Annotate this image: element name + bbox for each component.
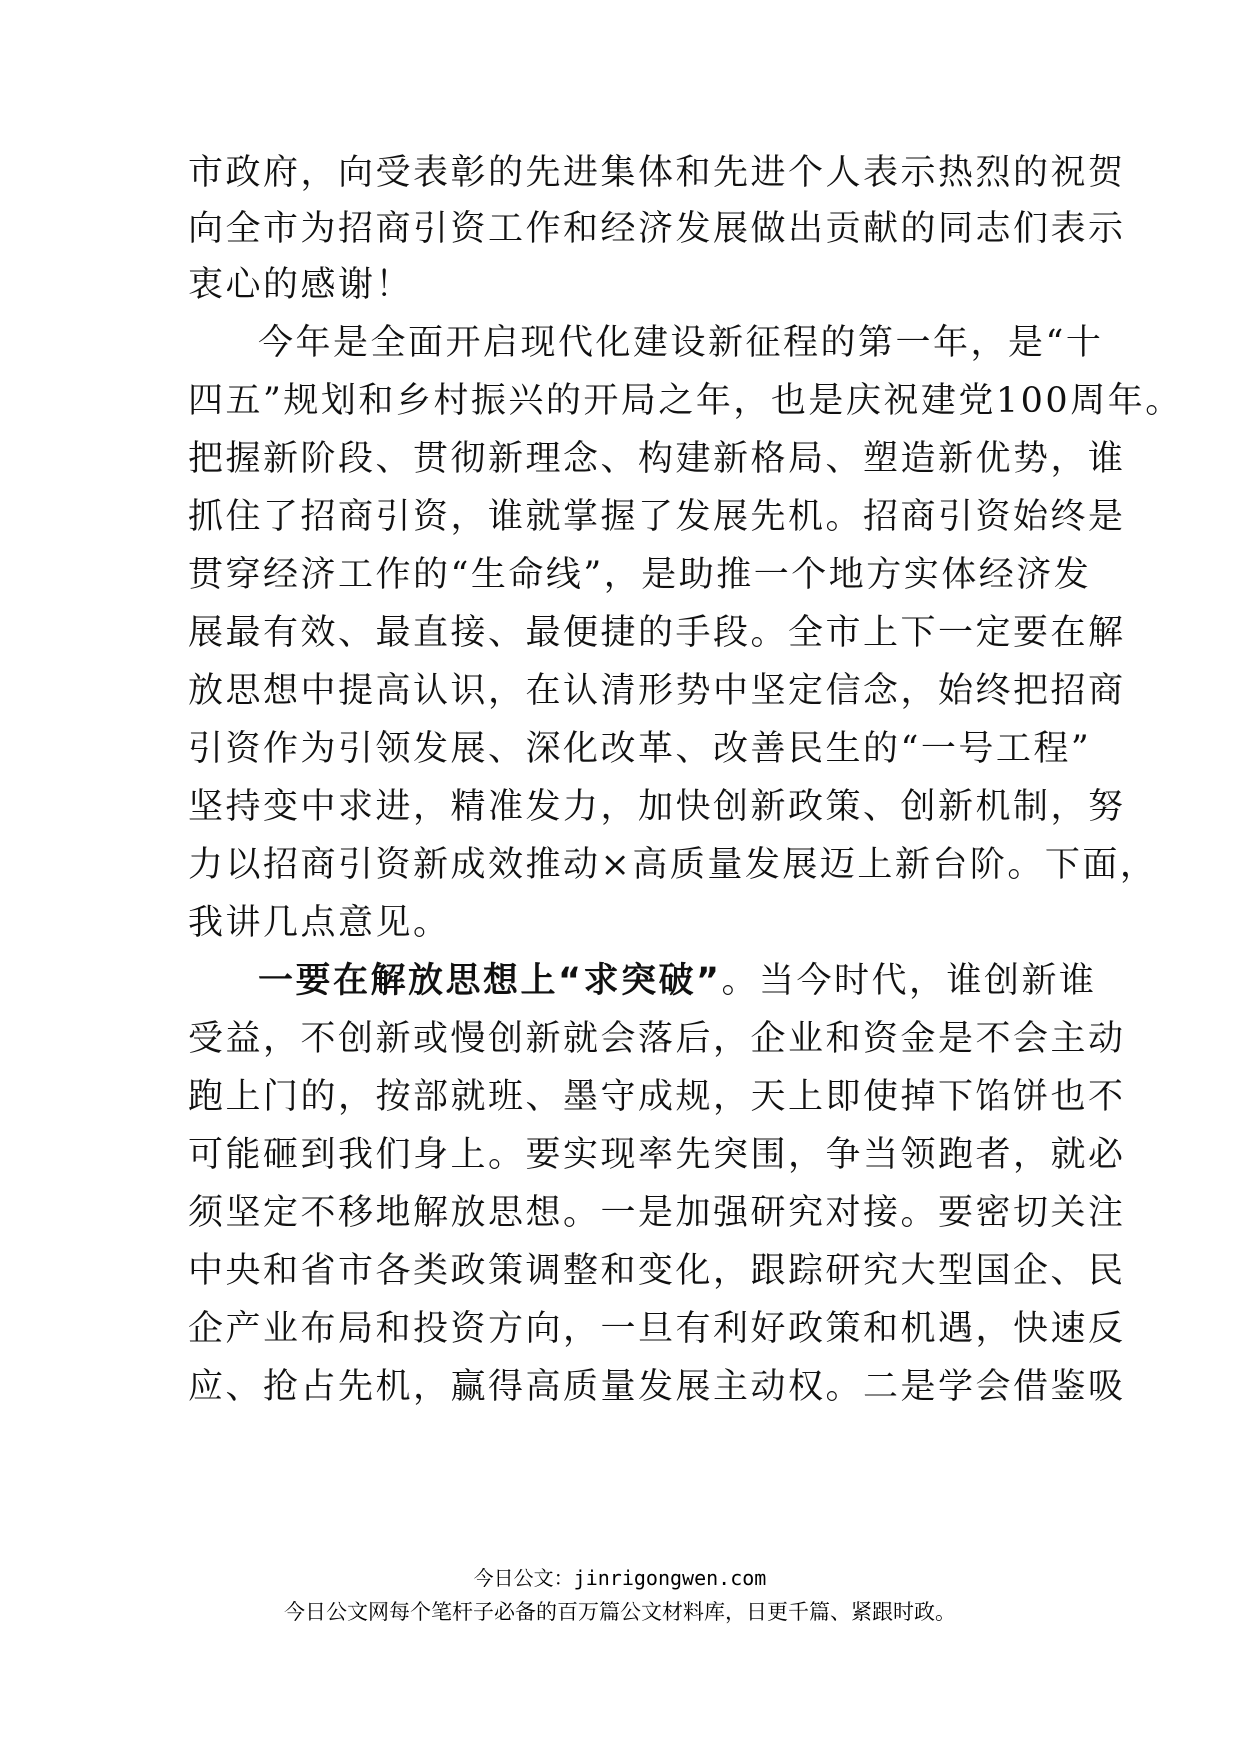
text-line: 跑上门的，按部就班、墨守成规，天上即使掉下馅饼也不 bbox=[188, 1077, 1126, 1117]
text-line: 应、抢占先机，赢得高质量发展主动权。二是学会借鉴吸 bbox=[188, 1367, 1126, 1407]
text-line: 四五”规划和乡村振兴的开局之年，也是庆祝建党100周年。 bbox=[188, 381, 1183, 421]
footer-source-link[interactable]: jinrigongwen.com bbox=[573, 1566, 767, 1590]
text-line: 可能砸到我们身上。要实现率先突围，争当领跑者，就必 bbox=[188, 1135, 1126, 1175]
text-line: 市政府，向受表彰的先进集体和先进个人表示热烈的祝贺 bbox=[188, 153, 1126, 193]
text-line: 中央和省市各类政策调整和变化，跟踪研究大型国企、民 bbox=[188, 1251, 1126, 1291]
text-line bbox=[258, 958, 1097, 1004]
text-segment: 。当今时代，谁创新谁 bbox=[721, 961, 1097, 1001]
text-line: 坚持变中求进，精准发力，加快创新政策、创新机制，努 bbox=[188, 787, 1126, 827]
text-line: 受益，不创新或慢创新就会落后，企业和资金是不会主动 bbox=[188, 1019, 1126, 1059]
text-line: 力以招商引资新成效推动×高质量发展迈上新台阶。下面， bbox=[188, 845, 1158, 885]
text-line: 引资作为引领发展、深化改革、改善民生的“一号工程” bbox=[188, 729, 1092, 769]
text-line: 今年是全面开启现代化建设新征程的第一年，是“十 bbox=[258, 323, 1104, 363]
section-heading: 一要在解放思想上“求突破” bbox=[258, 961, 722, 1001]
text-line: 放思想中提高认识，在认清形势中坚定信念，始终把招商 bbox=[188, 671, 1126, 711]
text-line: 把握新阶段、贯彻新理念、构建新格局、塑造新优势，谁 bbox=[188, 439, 1126, 479]
text-line: 展最有效、最直接、最便捷的手段。全市上下一定要在解 bbox=[188, 613, 1126, 653]
text-line: 须坚定不移地解放思想。一是加强研究对接。要密切关注 bbox=[188, 1193, 1126, 1233]
text-line: 企产业布局和投资方向，一旦有利好政策和机遇，快速反 bbox=[188, 1309, 1126, 1349]
text-line: 衷心的感谢！ bbox=[188, 265, 414, 305]
footer-source-label: 今日公文： bbox=[473, 1566, 574, 1590]
footer-tagline: 今日公文网每个笔杆子必备的百万篇公文材料库，日更千篇、紧跟时政。 bbox=[284, 1600, 956, 1624]
text-line: 贯穿经济工作的“生命线”，是助推一个地方实体经济发 bbox=[188, 555, 1092, 595]
footer-source bbox=[0, 1563, 1240, 1593]
text-line: 向全市为招商引资工作和经济发展做出贡献的同志们表示 bbox=[188, 209, 1126, 249]
text-line: 我讲几点意见。 bbox=[188, 903, 451, 943]
text-line: 抓住了招商引资，谁就掌握了发展先机。招商引资始终是 bbox=[188, 497, 1126, 537]
